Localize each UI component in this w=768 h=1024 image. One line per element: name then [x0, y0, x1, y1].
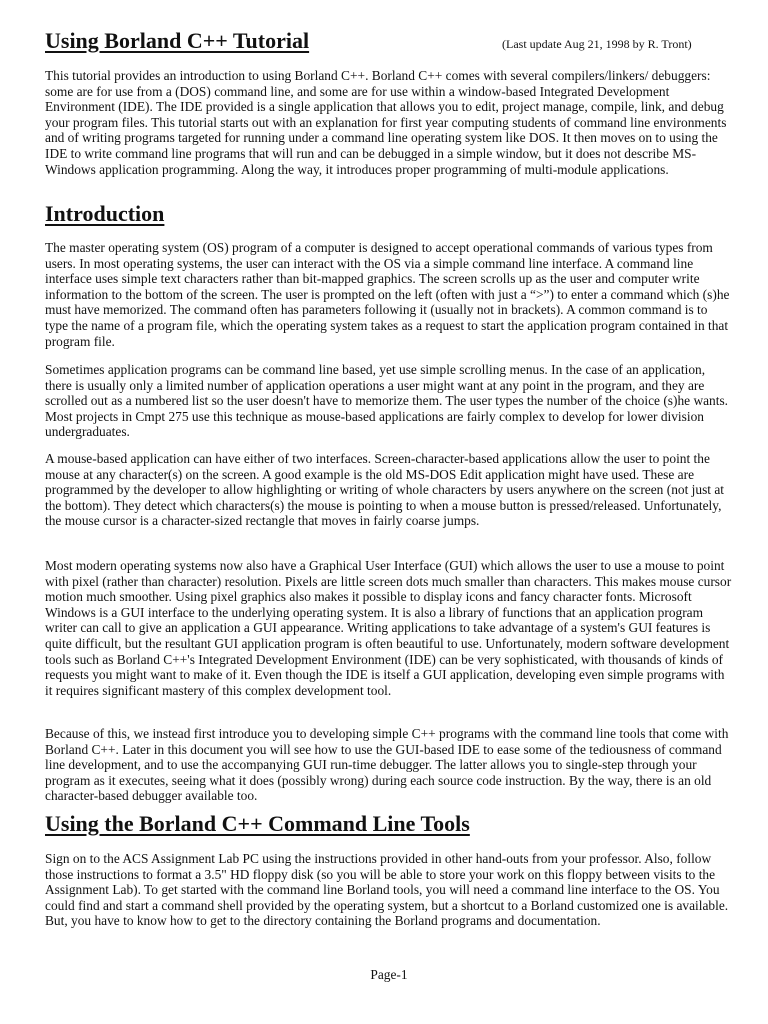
section-heading-command-line-tools: Using the Borland C++ Command Line Tools [45, 811, 470, 836]
paragraph: Most modern operating systems now also have a Graphical User Interface (GUI) which allows the user to use a mouse to point with pixel (rather than character) resolution. Pixels are little screen dots much smaller than characters. This makes mouse cursor motion much smoother. Using pixel graphics also makes it possible to display icons and fancy character fonts. Microsoft Windows is a GUI interface to the underlying operating system. It is also a library of functions that an application program writer can call to give an application a GUI appearance. Writing applications to take advantage of a system's GUI features is quite difficult, but the resultant GUI application program is often beautiful to use. Unfortunately, modern software development tools such as Borland C++'s Integrated Development Environment (IDE) can be very sophisticated, with thousands of kinds of requests you might want to make of it. Even though the IDE is itself a GUI application, developing even simple programs with it requires significant mastery of this complex development tool. [45, 558, 732, 698]
paragraph: A mouse-based application can have either of two interfaces. Screen-character-based applications allow the user to point the mouse at any character(s) on the screen. A good example is the old MS-DOS Edit application might have used. These are programmed by the developer to allow highlighting or writing of whole characters by users anywhere on the screen (not just at the bottom). They detect which characters(s) the mouse is pointing to when a mouse button is pressed/released. Unfortunately, the mouse cursor is a character-sized rectangle that moves in fairly coarse jumps. [45, 451, 725, 529]
intro-paragraph: This tutorial provides an introduction to using Borland C++. Borland C++ comes with several compilers/linkers/ debuggers: some are for use from a (DOS) command line, and some are for use within a window-based Integrated Development Environment (IDE). The IDE provided is a single application that allows you to edit, project manage, compile, link, and debug your program files. This tutorial starts out with an explanation for first year computing students of command line environments and of writing programs targeted for running under a command line operating system like DOS. It then moves on to using the IDE to write command line programs that will run and can be debugged in a simple window, but it does not describe MS-Windows application programming. Along the way, it introduces proper programming of multi-module applications. [45, 68, 727, 177]
page-number: Page-1 [370, 967, 408, 982]
paragraph: The master operating system (OS) program of a computer is designed to accept operational commands of various types from users. In most operating systems, the user can interact with the OS via a simple command line interface. A command line interface uses simple text characters rather than bit-mapped graphics. The screen scrolls up as the user and computer write information to the bottom of the screen. The user is prompted on the left (often with just a “>”) to enter a command which (s)he must have memorized. The command often has parameters following it (usually not in brackets). A common command is to type the name of a program file, which the operating system takes as a request to start the application program contained in that program file. [45, 240, 730, 349]
page-title: Using Borland C++ Tutorial [45, 28, 310, 53]
title-row [45, 28, 733, 58]
document-page [45, 0, 733, 1024]
paragraph: Because of this, we instead first introduce you to developing simple C++ programs with the command line tools that come with Borland C++. Later in this document you will see how to use the GUI-based IDE to ease some of the tediousness of command line development, and to use the accompanying GUI run-time debugger. The latter allows you to single-step through your program as it executes, seeing what it does (possibly wrong) during each source code instruction. By the way, there is an old character-based debugger available too. [45, 726, 729, 804]
last-update-note: (Last update Aug 21, 1998 by R. Tront) [502, 37, 692, 51]
section-heading-introduction: Introduction [45, 201, 165, 226]
paragraph: Sometimes application programs can be command line based, yet use simple scrolling menus. In the case of an application, there is usually only a limited number of application operations a user might want at any point in the program, and they are scrolled out as a numbered list so the user doesn't have to memorize them. The user types the number of the choice (s)he wants. Most projects in Cmpt 275 use this technique as mouse-based applications are fairly complex to develop for lower division undergraduates. [45, 362, 729, 440]
paragraph: Sign on to the ACS Assignment Lab PC using the instructions provided in other hand-outs from your professor. Also, follow those instructions to format a 3.5" HD floppy disk (so you will be able to store your work on this floppy between visits to the Assignment Lab). To get started with the command line Borland tools, you will need a command line interface to the OS. You could find and start a command shell provided by the operating system, but a shortcut to a Borland customized one is available. But, you have to know how to get to the directory containing the Borland programs and documentation. [45, 851, 729, 929]
